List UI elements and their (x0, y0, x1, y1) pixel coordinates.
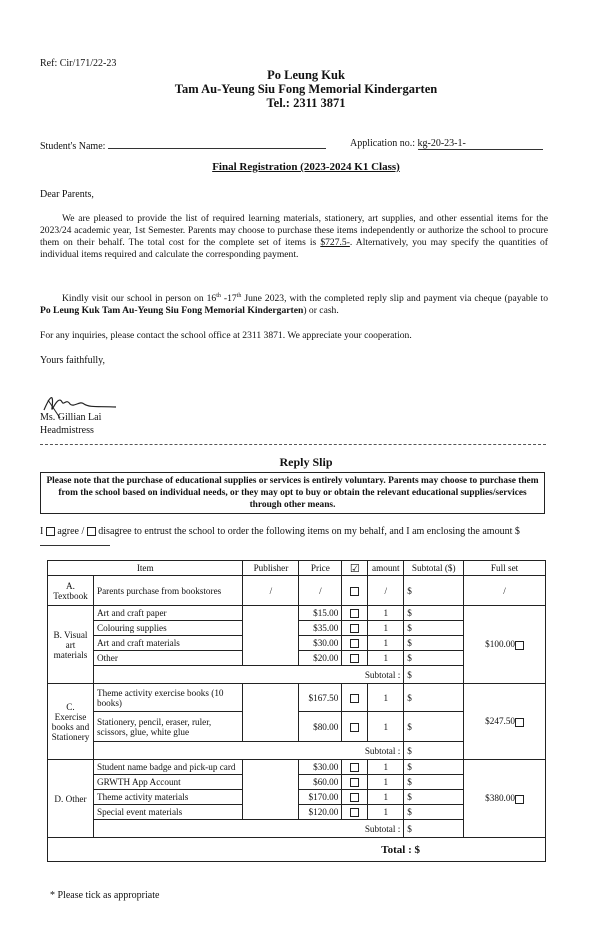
item-name: Colouring supplies (93, 621, 242, 636)
item-amount[interactable]: 1 (368, 712, 404, 742)
org-name: Po Leung Kuk (267, 68, 345, 82)
para2-text-d: ) or cash. (303, 305, 339, 317)
payee-name: Po Leung Kuk Tam Au-Yeung Siu Fong Memorial Kindergarten (40, 305, 304, 317)
paragraph-2 (40, 290, 548, 317)
item-subtotal[interactable]: $ (404, 760, 464, 775)
group-d-fullset (464, 760, 546, 838)
school-name: Tam Au-Yeung Siu Fong Memorial Kindergarten (174, 82, 438, 96)
para2-text-a: Kindly visit our school in person on 16 (62, 293, 217, 305)
item-price: $30.00 (299, 760, 342, 775)
group-c-label: C. Exercise books and Stationery (48, 684, 94, 760)
item-subtotal[interactable]: $ (404, 805, 464, 820)
voluntary-note: Please note that the purchase of educational supplies or services is entirely voluntary. Parents may choose to purchase them from the school based on individual needs, or they may opt to buy or obtain the relevant educational supplies/services through other means. (40, 472, 545, 514)
tick-checkbox[interactable] (350, 694, 359, 703)
publisher-cell (243, 684, 299, 742)
item-price: $35.00 (299, 621, 342, 636)
table-row (48, 684, 546, 712)
item-price: $60.00 (299, 775, 342, 790)
table-header-row (48, 561, 546, 576)
disagree-checkbox[interactable] (87, 527, 96, 536)
closing: Yours faithfully, (40, 355, 106, 366)
item-subtotal[interactable]: $ (404, 621, 464, 636)
item-amount[interactable]: 1 (368, 606, 404, 621)
tick-checkbox[interactable] (350, 778, 359, 787)
group-b-fullset (464, 606, 546, 684)
subtotal-value[interactable]: $ (404, 666, 464, 684)
item-price: $30.00 (299, 636, 342, 651)
item-subtotal[interactable]: $ (404, 651, 464, 666)
item-price: $120.00 (299, 805, 342, 820)
group-a-price: / (299, 576, 342, 606)
reply-slip-title: Reply Slip (279, 455, 333, 469)
tick-checkbox[interactable] (350, 793, 359, 802)
header-full-set: Full set (464, 561, 546, 576)
application-value: kg-20-23-1- (417, 138, 466, 149)
tick-checkbox[interactable] (350, 654, 359, 663)
application-row (350, 138, 543, 150)
group-b-label: B. Visual art materials (48, 606, 94, 684)
agree-statement (40, 526, 548, 550)
item-subtotal[interactable]: $ (404, 712, 464, 742)
order-table (47, 560, 546, 862)
item-name: GRWTH App Account (93, 775, 242, 790)
paragraph-1 (40, 213, 548, 261)
total-cost: $727.5- (320, 237, 350, 248)
item-name: Theme activity exercise books (10 books) (93, 684, 242, 712)
group-d-fullset-price: $380.00 (485, 793, 516, 804)
para2-sup-2: th (236, 293, 242, 299)
subtotal-label: Subtotal : (93, 666, 403, 684)
item-price: $167.50 (299, 684, 342, 712)
paragraph-3: For any inquiries, please contact the school office at 2311 3871. We appreciate your cooperation. (40, 330, 412, 341)
header-publisher: Publisher (243, 561, 299, 576)
agree-text: disagree to entrust the school to order the following items on my behalf, and I am enclosing the amount $ (98, 526, 520, 537)
application-field[interactable] (418, 138, 543, 150)
signer-title: Headmistress (40, 425, 94, 436)
student-name-row (40, 138, 326, 152)
tick-checkbox[interactable] (350, 587, 359, 596)
header-item: Item (48, 561, 243, 576)
school-tel: Tel.: 2311 3871 (266, 96, 346, 110)
item-price: $20.00 (299, 651, 342, 666)
table-row (48, 606, 546, 621)
item-name: Student name badge and pick-up card (93, 760, 242, 775)
item-amount[interactable]: 1 (368, 775, 404, 790)
item-name: Art and craft paper (93, 606, 242, 621)
student-name-label: Student's Name: (40, 141, 106, 152)
fullset-checkbox[interactable] (515, 641, 524, 650)
para1-text-b: . Alternatively, you may specify the quantities of individual items required and calculate the corresponding payment. (40, 237, 548, 260)
fullset-checkbox[interactable] (515, 718, 524, 727)
signer-name: Ms. Gillian Lai (40, 412, 102, 423)
item-name: Other (93, 651, 242, 666)
header-subtotal: Subtotal ($) (404, 561, 464, 576)
item-subtotal[interactable]: $ (404, 636, 464, 651)
item-subtotal[interactable]: $ (404, 684, 464, 712)
header-amount: amount (368, 561, 404, 576)
total-label[interactable]: Total : $ (48, 838, 546, 862)
cut-line (40, 444, 546, 445)
item-amount[interactable]: 1 (368, 805, 404, 820)
group-a-publisher: / (243, 576, 299, 606)
item-price: $80.00 (299, 712, 342, 742)
para2-sup-1: th (216, 293, 221, 299)
group-a-item: Parents purchase from bookstores (93, 576, 242, 606)
item-subtotal[interactable]: $ (404, 606, 464, 621)
item-name: Art and craft materials (93, 636, 242, 651)
para2-text-b: -17 (220, 293, 237, 305)
item-amount[interactable]: 1 (368, 790, 404, 805)
item-amount[interactable]: 1 (368, 684, 404, 712)
agree-prefix: I (40, 526, 44, 537)
group-a-subtotal[interactable]: $ (404, 576, 464, 606)
group-a-amount: / (368, 576, 404, 606)
subtotal-label: Subtotal : (93, 742, 403, 760)
item-subtotal[interactable]: $ (404, 775, 464, 790)
item-name: Special event materials (93, 805, 242, 820)
document-title: Final Registration (2023-2024 K1 Class) (212, 161, 400, 173)
total-row (48, 838, 546, 862)
para2-text-c: June 2023, with the completed reply slip and payment via cheque (payable to (241, 293, 549, 305)
group-a-label: A. Textbook (48, 576, 94, 606)
footnote: * Please tick as appropriate (50, 890, 160, 901)
greeting: Dear Parents, (40, 189, 94, 200)
subtotal-label: Subtotal : (93, 820, 403, 838)
tick-checkbox[interactable] (350, 609, 359, 618)
tick-checkbox[interactable] (350, 723, 359, 732)
item-price: $15.00 (299, 606, 342, 621)
publisher-cell (243, 606, 299, 666)
agree-label: agree / (57, 526, 85, 537)
header-tick: ☑ (342, 561, 368, 576)
item-name: Theme activity materials (93, 790, 242, 805)
group-c-fullset-price: $247.50 (485, 716, 516, 727)
application-label: Application no.: (350, 138, 415, 149)
tick-checkbox[interactable] (350, 639, 359, 648)
table-row (48, 760, 546, 775)
item-amount[interactable]: 1 (368, 651, 404, 666)
item-name: Stationery, pencil, eraser, ruler, scissors, glue, white glue (93, 712, 242, 742)
agree-checkbox[interactable] (46, 527, 55, 536)
group-d-label: D. Other (48, 760, 94, 838)
item-amount[interactable]: 1 (368, 621, 404, 636)
publisher-cell (243, 760, 299, 820)
tick-checkbox[interactable] (350, 763, 359, 772)
subtotal-value[interactable]: $ (404, 742, 464, 760)
item-subtotal[interactable]: $ (404, 790, 464, 805)
para1-text-a: We are pleased to provide the list of required learning materials, stationery, art supplies, and other essential items for the 2023/24 academic year, 1st Semester. Parents may choose to purchase these items independently or authorize the school to procure them on their behalf. The total cost for the complete set of items is (40, 213, 548, 248)
student-name-field[interactable] (108, 138, 326, 149)
reference-number: Ref: Cir/171/22-23 (40, 58, 117, 69)
tick-checkbox[interactable] (350, 808, 359, 817)
group-c-fullset (464, 684, 546, 760)
group-b-fullset-price: $100.00 (485, 639, 516, 650)
header-price: Price (299, 561, 342, 576)
fullset-checkbox[interactable] (515, 795, 524, 804)
item-price: $170.00 (299, 790, 342, 805)
table-row (48, 576, 546, 606)
amount-field[interactable] (40, 545, 110, 546)
item-amount[interactable]: 1 (368, 760, 404, 775)
subtotal-value[interactable]: $ (404, 820, 464, 838)
item-amount[interactable]: 1 (368, 636, 404, 651)
group-a-fullset: / (464, 576, 546, 606)
tick-checkbox[interactable] (350, 624, 359, 633)
